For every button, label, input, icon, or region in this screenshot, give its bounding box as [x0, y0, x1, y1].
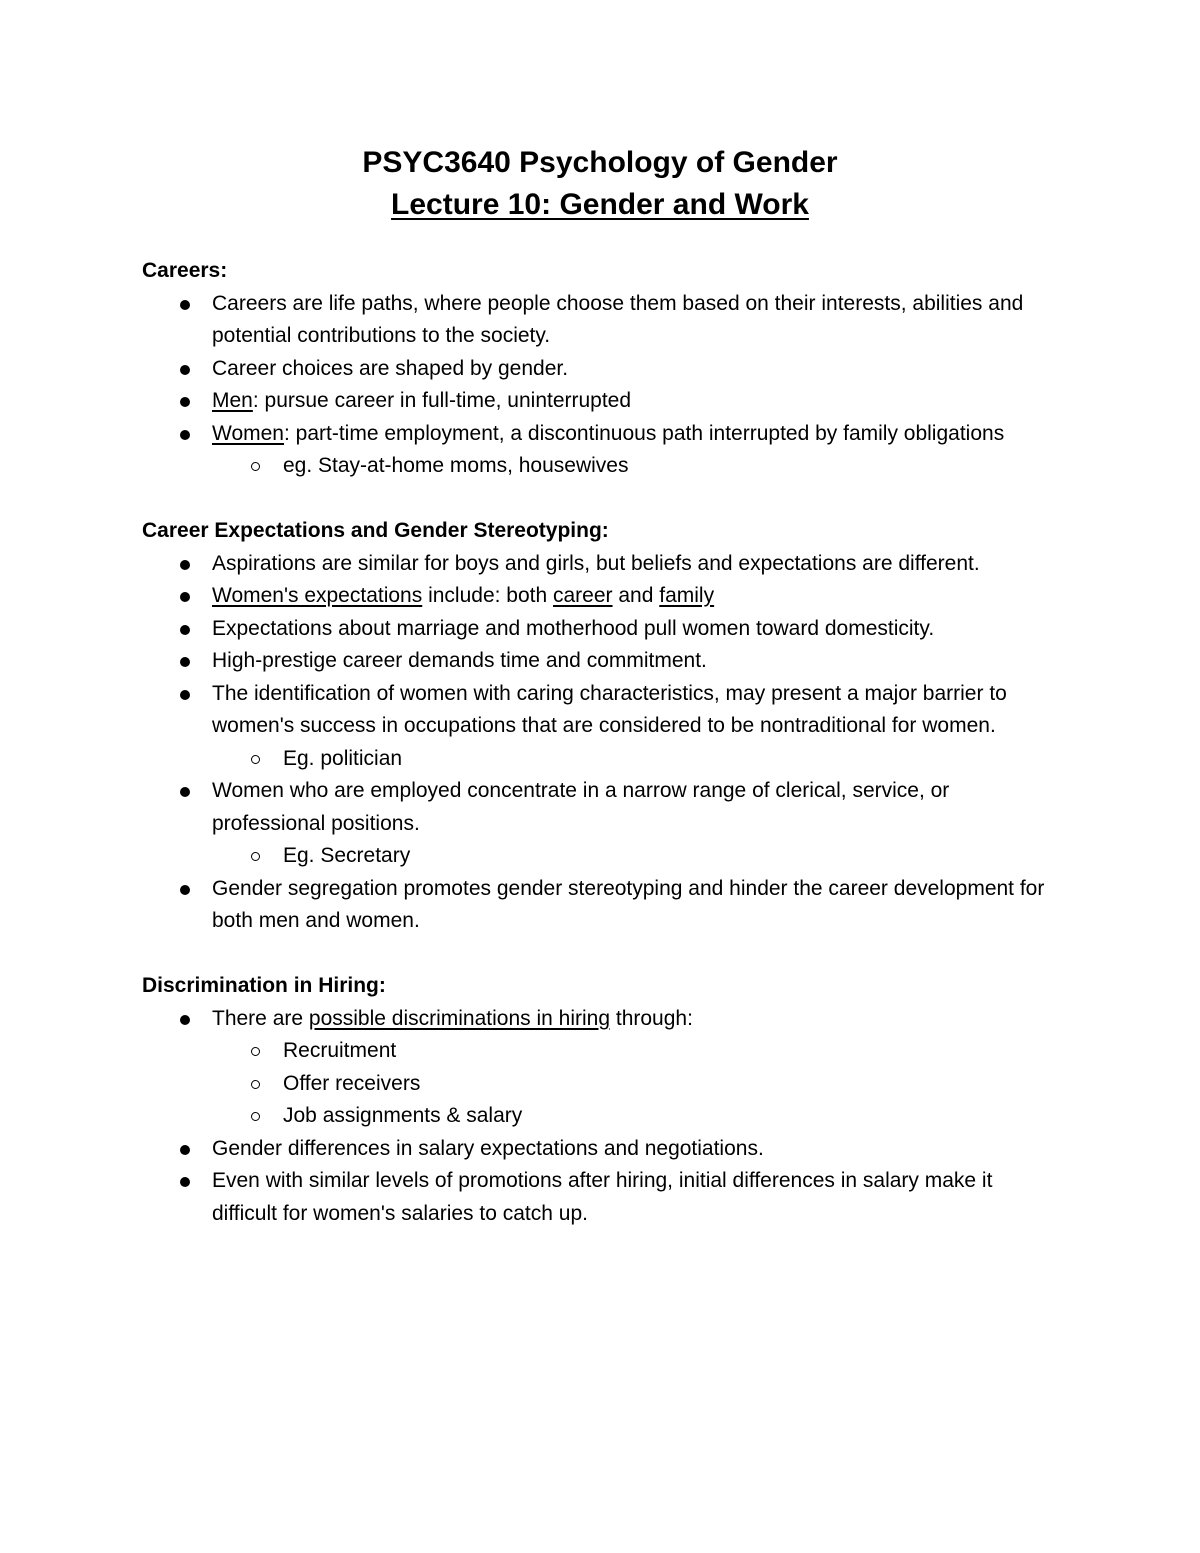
- list-item: [142, 775, 1052, 873]
- sub-bullet-list: [212, 1035, 1052, 1133]
- title-block: [0, 142, 1200, 226]
- sub-list-item: [212, 1100, 1052, 1133]
- underlined-term: Women: [212, 421, 284, 445]
- item-text: The identification of women with caring characteristics, may present a major barrier to women's success in occupations that are considered to be nontraditional for women.: [212, 681, 1007, 737]
- sub-item-text: Eg. politician: [283, 746, 403, 770]
- item-text: Even with similar levels of promotions after hiring, initial differences in salary make it difficult for women's salaries to catch up.: [212, 1169, 993, 1225]
- list-item: [142, 1003, 1052, 1133]
- filled-bullet-icon: [180, 625, 190, 635]
- filled-bullet-icon: [180, 1177, 190, 1187]
- sub-bullet-list: [212, 743, 1052, 776]
- section-careers: [142, 255, 1052, 483]
- item-text: Gender differences in salary expectations and negotiations.: [212, 1136, 764, 1160]
- filled-bullet-icon: [180, 690, 190, 700]
- item-text: Women who are employed concentrate in a narrow range of clerical, service, or professional positions.: [212, 779, 950, 835]
- hollow-bullet-icon: [251, 462, 260, 471]
- filled-bullet-icon: [180, 657, 190, 667]
- filled-bullet-icon: [180, 1145, 190, 1155]
- list-item: [142, 353, 1052, 386]
- hollow-bullet-icon: [251, 1112, 260, 1121]
- section-heading: Careers:: [142, 259, 228, 282]
- bullet-list: [142, 1003, 1052, 1231]
- filled-bullet-icon: [180, 1015, 190, 1025]
- list-item: [142, 678, 1052, 776]
- filled-bullet-icon: [180, 300, 190, 310]
- sub-bullet-list: [212, 450, 1052, 483]
- list-item: [142, 1133, 1052, 1166]
- section-heading: Discrimination in Hiring:: [142, 974, 386, 997]
- item-text: Aspirations are similar for boys and girls, but beliefs and expectations are different.: [212, 551, 980, 575]
- hollow-bullet-icon: [251, 852, 260, 861]
- filled-bullet-icon: [180, 430, 190, 440]
- sub-list-item: [212, 1068, 1052, 1101]
- item-text: : part-time employment, a discontinuous path interrupted by family obligations: [283, 421, 1005, 445]
- item-text: include: both: [422, 584, 553, 607]
- filled-bullet-icon: [180, 592, 190, 602]
- filled-bullet-icon: [180, 885, 190, 895]
- underlined-term: career: [553, 584, 613, 607]
- sub-item-text: Recruitment: [283, 1039, 397, 1062]
- filled-bullet-icon: [180, 365, 190, 375]
- hollow-bullet-icon: [251, 1047, 260, 1056]
- list-item: [142, 1165, 1052, 1230]
- item-text: There are: [212, 1006, 309, 1030]
- lecture-title: Lecture 10: Gender and Work: [391, 188, 809, 221]
- section-discrimination-in-hiring: [142, 970, 1052, 1230]
- list-item: [142, 548, 1052, 581]
- item-text: Expectations about marriage and motherhood pull women toward domesticity.: [212, 616, 935, 640]
- underlined-term: Women's expectations: [212, 584, 423, 607]
- sub-list-item: [212, 743, 1052, 776]
- course-title: PSYC3640 Psychology of Gender: [362, 146, 838, 179]
- item-text: Gender segregation promotes gender stereotyping and hinder the career development for both men and women.: [212, 876, 1045, 932]
- item-text: High-prestige career demands time and commitment.: [212, 649, 707, 672]
- sub-item-text: Eg. Secretary: [283, 844, 411, 867]
- underlined-term: Men: [212, 389, 253, 412]
- filled-bullet-icon: [180, 397, 190, 407]
- list-item: [142, 385, 1052, 418]
- hollow-bullet-icon: [251, 1080, 260, 1089]
- section-career-expectations: [142, 515, 1052, 938]
- list-item: [142, 580, 1052, 613]
- underlined-term: possible discriminations in hiring: [308, 1006, 611, 1030]
- sub-list-item: [212, 450, 1052, 483]
- bullet-list: [142, 548, 1052, 938]
- sub-list-item: [212, 1035, 1052, 1068]
- sub-list-item: [212, 840, 1052, 873]
- list-item: [142, 645, 1052, 678]
- list-item: [142, 873, 1052, 938]
- sub-item-text: eg. Stay-at-home moms, housewives: [283, 454, 629, 477]
- underlined-term: family: [659, 584, 715, 607]
- item-text: : pursue career in full-time, uninterrupted: [252, 389, 632, 412]
- section-heading: Career Expectations and Gender Stereotyping:: [142, 519, 609, 542]
- hollow-bullet-icon: [251, 755, 260, 764]
- list-item: [142, 613, 1052, 646]
- filled-bullet-icon: [180, 787, 190, 797]
- item-text: through:: [610, 1006, 693, 1030]
- filled-bullet-icon: [180, 560, 190, 570]
- item-text: and: [612, 584, 660, 607]
- list-item: [142, 288, 1052, 353]
- notes-content: [142, 255, 1052, 1263]
- sub-item-text: Offer receivers: [283, 1071, 421, 1095]
- item-text: Careers are life paths, where people choose them based on their interests, abilities and potential contributions to the society.: [212, 291, 1024, 347]
- list-item: [142, 418, 1052, 483]
- item-text: Career choices are shaped by gender.: [212, 356, 569, 380]
- bullet-list: [142, 288, 1052, 483]
- sub-item-text: Job assignments & salary: [283, 1104, 523, 1127]
- sub-bullet-list: [212, 840, 1052, 873]
